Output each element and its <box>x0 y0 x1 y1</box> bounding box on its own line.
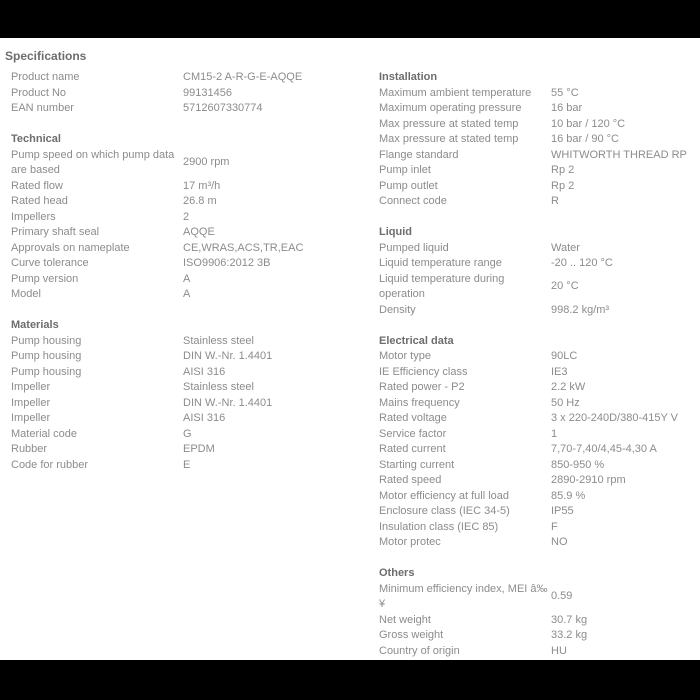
spec-row <box>379 535 700 551</box>
spec-row <box>379 86 700 102</box>
spec-row <box>379 442 700 458</box>
spec-label: Pump speed on which pump data are based <box>11 148 175 176</box>
spec-value: E <box>183 458 191 471</box>
spec-label: Approvals on nameplate <box>11 241 130 254</box>
spec-value: 16 bar / 90 °C <box>551 133 619 145</box>
spec-label: Pump housing <box>11 334 82 347</box>
spec-section <box>11 318 368 473</box>
spec-value: 2 <box>183 210 190 223</box>
spec-label: Rated current <box>379 443 446 455</box>
spec-row <box>11 179 368 195</box>
spec-columns <box>0 70 700 675</box>
spec-row <box>379 396 700 412</box>
spec-label: Primary shaft seal <box>11 226 100 238</box>
spec-label: Liquid temperature during operation <box>379 272 505 300</box>
spec-row <box>11 256 368 272</box>
spec-row <box>11 458 368 474</box>
spec-label: Maximum operating pressure <box>379 102 522 114</box>
spec-label: Product No <box>11 86 67 99</box>
spec-row <box>11 148 368 179</box>
spec-value: 90LC <box>551 350 578 362</box>
spec-value: DIN W.-Nr. 1.4401 <box>183 396 273 409</box>
spec-column-right <box>368 70 700 675</box>
spec-value: 2900 rpm <box>183 156 230 169</box>
spec-row <box>379 411 700 427</box>
spec-row <box>379 644 700 660</box>
spec-row <box>379 163 700 179</box>
spec-label: Product name <box>11 71 80 83</box>
spec-value: 20 °C <box>551 280 579 293</box>
spec-value: 26.8 m <box>183 195 217 207</box>
spec-label: Flange standard <box>379 148 459 161</box>
spec-row <box>379 256 700 272</box>
spec-label: Enclosure class (IEC 34-5) <box>379 505 510 517</box>
spec-label: Pump version <box>11 272 79 285</box>
spec-value: 30.7 kg <box>551 613 588 626</box>
spec-label: Maximum ambient temperature <box>379 86 532 99</box>
spec-row <box>379 427 700 443</box>
spec-label: Code for rubber <box>11 458 89 471</box>
spec-value: IE3 <box>551 365 568 378</box>
spec-label: Pump inlet <box>379 164 431 176</box>
spec-row <box>11 287 368 303</box>
spec-value: Water <box>551 241 580 254</box>
spec-row <box>379 179 700 195</box>
section-header: Electrical data <box>379 334 454 347</box>
spec-row <box>379 613 700 629</box>
spec-value: R <box>551 195 559 207</box>
spec-label: Impeller <box>11 396 51 409</box>
spec-value: F <box>551 520 558 533</box>
spec-label: Curve tolerance <box>11 257 89 269</box>
spec-label: EAN number <box>11 102 74 114</box>
spec-value: G <box>183 427 192 440</box>
page-title: Specifications <box>5 49 87 63</box>
spec-row <box>379 349 700 365</box>
spec-row <box>11 210 368 226</box>
spec-value: 3 x 220-240D/380-415Y V <box>551 412 678 424</box>
section-header: Technical <box>11 133 61 145</box>
spec-row <box>11 272 368 288</box>
spec-value: AISI 316 <box>183 365 226 378</box>
spec-value: 17 m³/h <box>183 179 221 192</box>
spec-label: Rated head <box>11 195 68 207</box>
letterbox-top <box>0 0 700 38</box>
spec-label: Minimum efficiency index, MEI â‰¥ <box>379 582 548 610</box>
spec-row <box>11 349 368 365</box>
spec-value: -20 .. 120 °C <box>551 257 613 269</box>
spec-row <box>379 194 700 210</box>
spec-row <box>11 101 368 117</box>
spec-value: 50 Hz <box>551 396 580 409</box>
spec-label: Impeller <box>11 412 51 424</box>
spec-value: 2.2 kW <box>551 381 586 393</box>
spec-label: Service factor <box>379 427 447 440</box>
spec-value: CM15-2 A-R-G-E-AQQE <box>183 71 303 83</box>
spec-value: DIN W.-Nr. 1.4401 <box>183 350 273 362</box>
spec-row <box>11 86 368 102</box>
spec-value: AQQE <box>183 226 215 238</box>
spec-label: Rated speed <box>379 474 442 486</box>
spec-row <box>379 473 700 489</box>
spec-column-left <box>0 70 368 675</box>
spec-value: 10 bar / 120 °C <box>551 117 626 130</box>
spec-value: CE,WRAS,ACS,TR,EAC <box>183 241 304 254</box>
specifications-page <box>0 38 700 660</box>
spec-row <box>379 241 700 257</box>
spec-value: EPDM <box>183 443 215 455</box>
spec-value: Rp 2 <box>551 179 575 192</box>
spec-row <box>379 380 700 396</box>
spec-value: A <box>183 288 191 300</box>
spec-section <box>379 566 700 675</box>
spec-section <box>11 132 368 303</box>
spec-row <box>379 582 700 613</box>
spec-row <box>379 504 700 520</box>
spec-value: 16 bar <box>551 102 583 114</box>
section-header: Materials <box>11 319 59 331</box>
spec-row <box>379 458 700 474</box>
spec-label: Mains frequency <box>379 396 460 409</box>
spec-value: Rp 2 <box>551 164 575 176</box>
spec-value: Stainless steel <box>183 334 254 347</box>
spec-row <box>11 225 368 241</box>
spec-label: Connect code <box>379 195 447 207</box>
spec-label: Gross weight <box>379 629 444 641</box>
spec-label: Liquid temperature range <box>379 257 502 269</box>
spec-label: Rated flow <box>11 179 63 192</box>
spec-row <box>11 380 368 396</box>
spec-label: Insulation class (IEC 85) <box>379 520 499 533</box>
spec-label: Max pressure at stated temp <box>379 117 519 130</box>
spec-row <box>379 117 700 133</box>
spec-row <box>11 241 368 257</box>
spec-value: Stainless steel <box>183 381 254 393</box>
spec-row <box>379 303 700 319</box>
spec-section <box>11 70 368 117</box>
spec-label: Model <box>11 288 41 300</box>
spec-row <box>11 334 368 350</box>
spec-value: 7,70-7,40/4,45-4,30 A <box>551 443 657 455</box>
spec-row <box>379 272 700 303</box>
spec-row <box>11 396 368 412</box>
section-header: Others <box>379 567 415 579</box>
spec-value: 850-950 % <box>551 458 605 471</box>
spec-row <box>379 148 700 164</box>
spec-label: Rated power - P2 <box>379 381 465 393</box>
spec-row <box>379 520 700 536</box>
section-header: Liquid <box>379 226 412 238</box>
spec-value: NO <box>551 536 568 548</box>
spec-value: 5712607330774 <box>183 102 263 114</box>
spec-label: Rubber <box>11 443 48 455</box>
spec-row <box>11 411 368 427</box>
letterbox-bottom <box>0 660 700 700</box>
spec-value: A <box>183 272 191 285</box>
spec-value: ISO9906:2012 3B <box>183 257 271 269</box>
spec-value: 1 <box>551 427 558 440</box>
spec-value: HU <box>551 644 567 657</box>
spec-section <box>379 70 700 210</box>
spec-section <box>379 225 700 318</box>
spec-row <box>379 628 700 644</box>
spec-label: Pump housing <box>11 350 82 362</box>
spec-label: Impeller <box>11 381 51 393</box>
spec-value: 33.2 kg <box>551 629 588 641</box>
spec-row <box>11 365 368 381</box>
spec-label: Motor type <box>379 350 431 362</box>
spec-label: Pump housing <box>11 365 82 378</box>
spec-label: Net weight <box>379 613 431 626</box>
section-header: Installation <box>379 71 438 83</box>
spec-label: Pumped liquid <box>379 241 449 254</box>
spec-row <box>11 70 368 86</box>
spec-row <box>379 132 700 148</box>
spec-value: 998.2 kg/m³ <box>551 303 610 316</box>
spec-value: WHITWORTH THREAD RP <box>551 148 687 161</box>
spec-label: Material code <box>11 427 78 440</box>
spec-label: Country of origin <box>379 644 460 657</box>
spec-label: Pump outlet <box>379 179 438 192</box>
spec-row <box>11 427 368 443</box>
spec-label: Motor protec <box>379 536 441 548</box>
spec-label: Motor efficiency at full load <box>379 489 510 502</box>
spec-row <box>379 489 700 505</box>
spec-label: Density <box>379 303 416 316</box>
spec-value: AISI 316 <box>183 412 226 424</box>
spec-value: 99131456 <box>183 86 232 99</box>
spec-value: 2890-2910 rpm <box>551 474 626 486</box>
spec-row <box>379 101 700 117</box>
spec-row <box>11 194 368 210</box>
spec-label: Impellers <box>11 210 56 223</box>
spec-section <box>379 334 700 551</box>
spec-value: 55 °C <box>551 86 579 99</box>
spec-row <box>379 365 700 381</box>
spec-value: IP55 <box>551 505 574 517</box>
spec-label: Rated voltage <box>379 412 447 424</box>
spec-value: 0.59 <box>551 590 573 603</box>
spec-label: Max pressure at stated temp <box>379 133 519 145</box>
spec-row <box>11 442 368 458</box>
spec-label: IE Efficiency class <box>379 365 468 378</box>
spec-label: Starting current <box>379 458 455 471</box>
spec-value: 85.9 % <box>551 489 586 502</box>
